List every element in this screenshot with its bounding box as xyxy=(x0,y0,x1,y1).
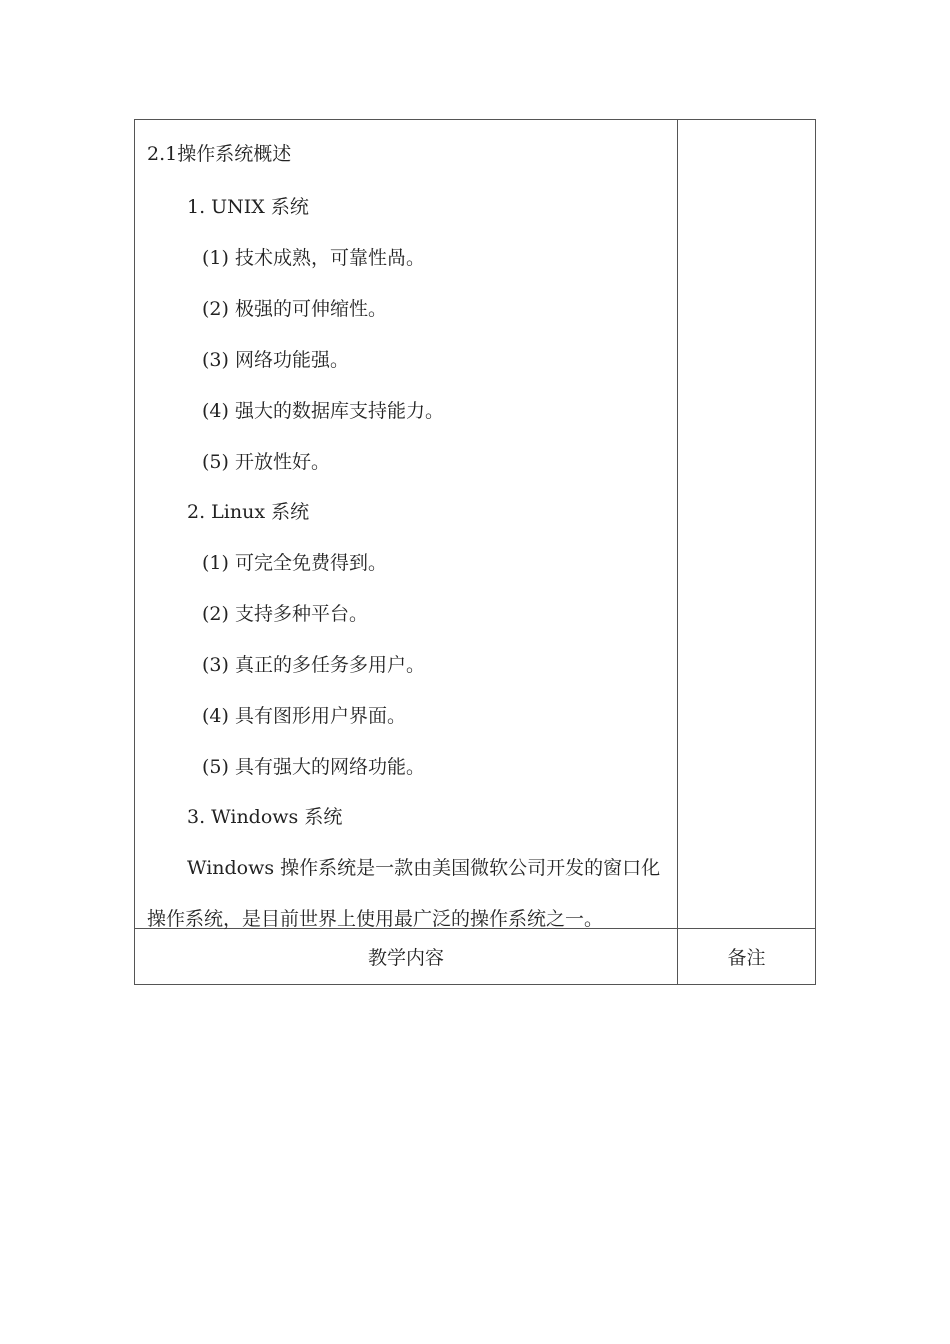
linux-item: (3) 真正的多任务多用户。 xyxy=(202,654,425,676)
linux-item: (1) 可完全免费得到。 xyxy=(202,552,387,574)
linux-item: (5) 具有强大的网络功能。 xyxy=(202,756,425,778)
section-title: 2.1操作系统概述 xyxy=(147,143,292,165)
unix-heading: 1. UNIX 系统 xyxy=(187,196,309,218)
notes-label: 备注 xyxy=(727,947,766,969)
linux-item: (4) 具有图形用户界面。 xyxy=(202,705,406,727)
linux-item: (2) 支持多种平台。 xyxy=(202,603,368,625)
teaching-content-label: 教学内容 xyxy=(135,929,678,984)
teaching-content-cell xyxy=(135,120,678,929)
unix-item: (4) 强大的数据库支持能力。 xyxy=(202,400,444,422)
linux-heading: 2. Linux 系统 xyxy=(187,501,310,523)
unix-item: (5) 开放性好。 xyxy=(202,451,330,473)
windows-paragraph-line: 操作系统，是目前世界上使用最广泛的操作系统之一。 xyxy=(147,908,604,930)
lesson-table xyxy=(134,119,816,985)
windows-paragraph-line: Windows 操作系统是一款由美国微软公司开发的窗口化 xyxy=(187,857,661,879)
unix-item: (1) 技术成熟，可靠性咼。 xyxy=(202,247,425,269)
unix-item: (2) 极强的可伸缩性。 xyxy=(202,298,387,320)
windows-heading: 3. Windows 系统 xyxy=(187,806,343,828)
unix-item: (3) 网络功能强。 xyxy=(202,349,349,371)
notes-cell xyxy=(678,120,815,929)
